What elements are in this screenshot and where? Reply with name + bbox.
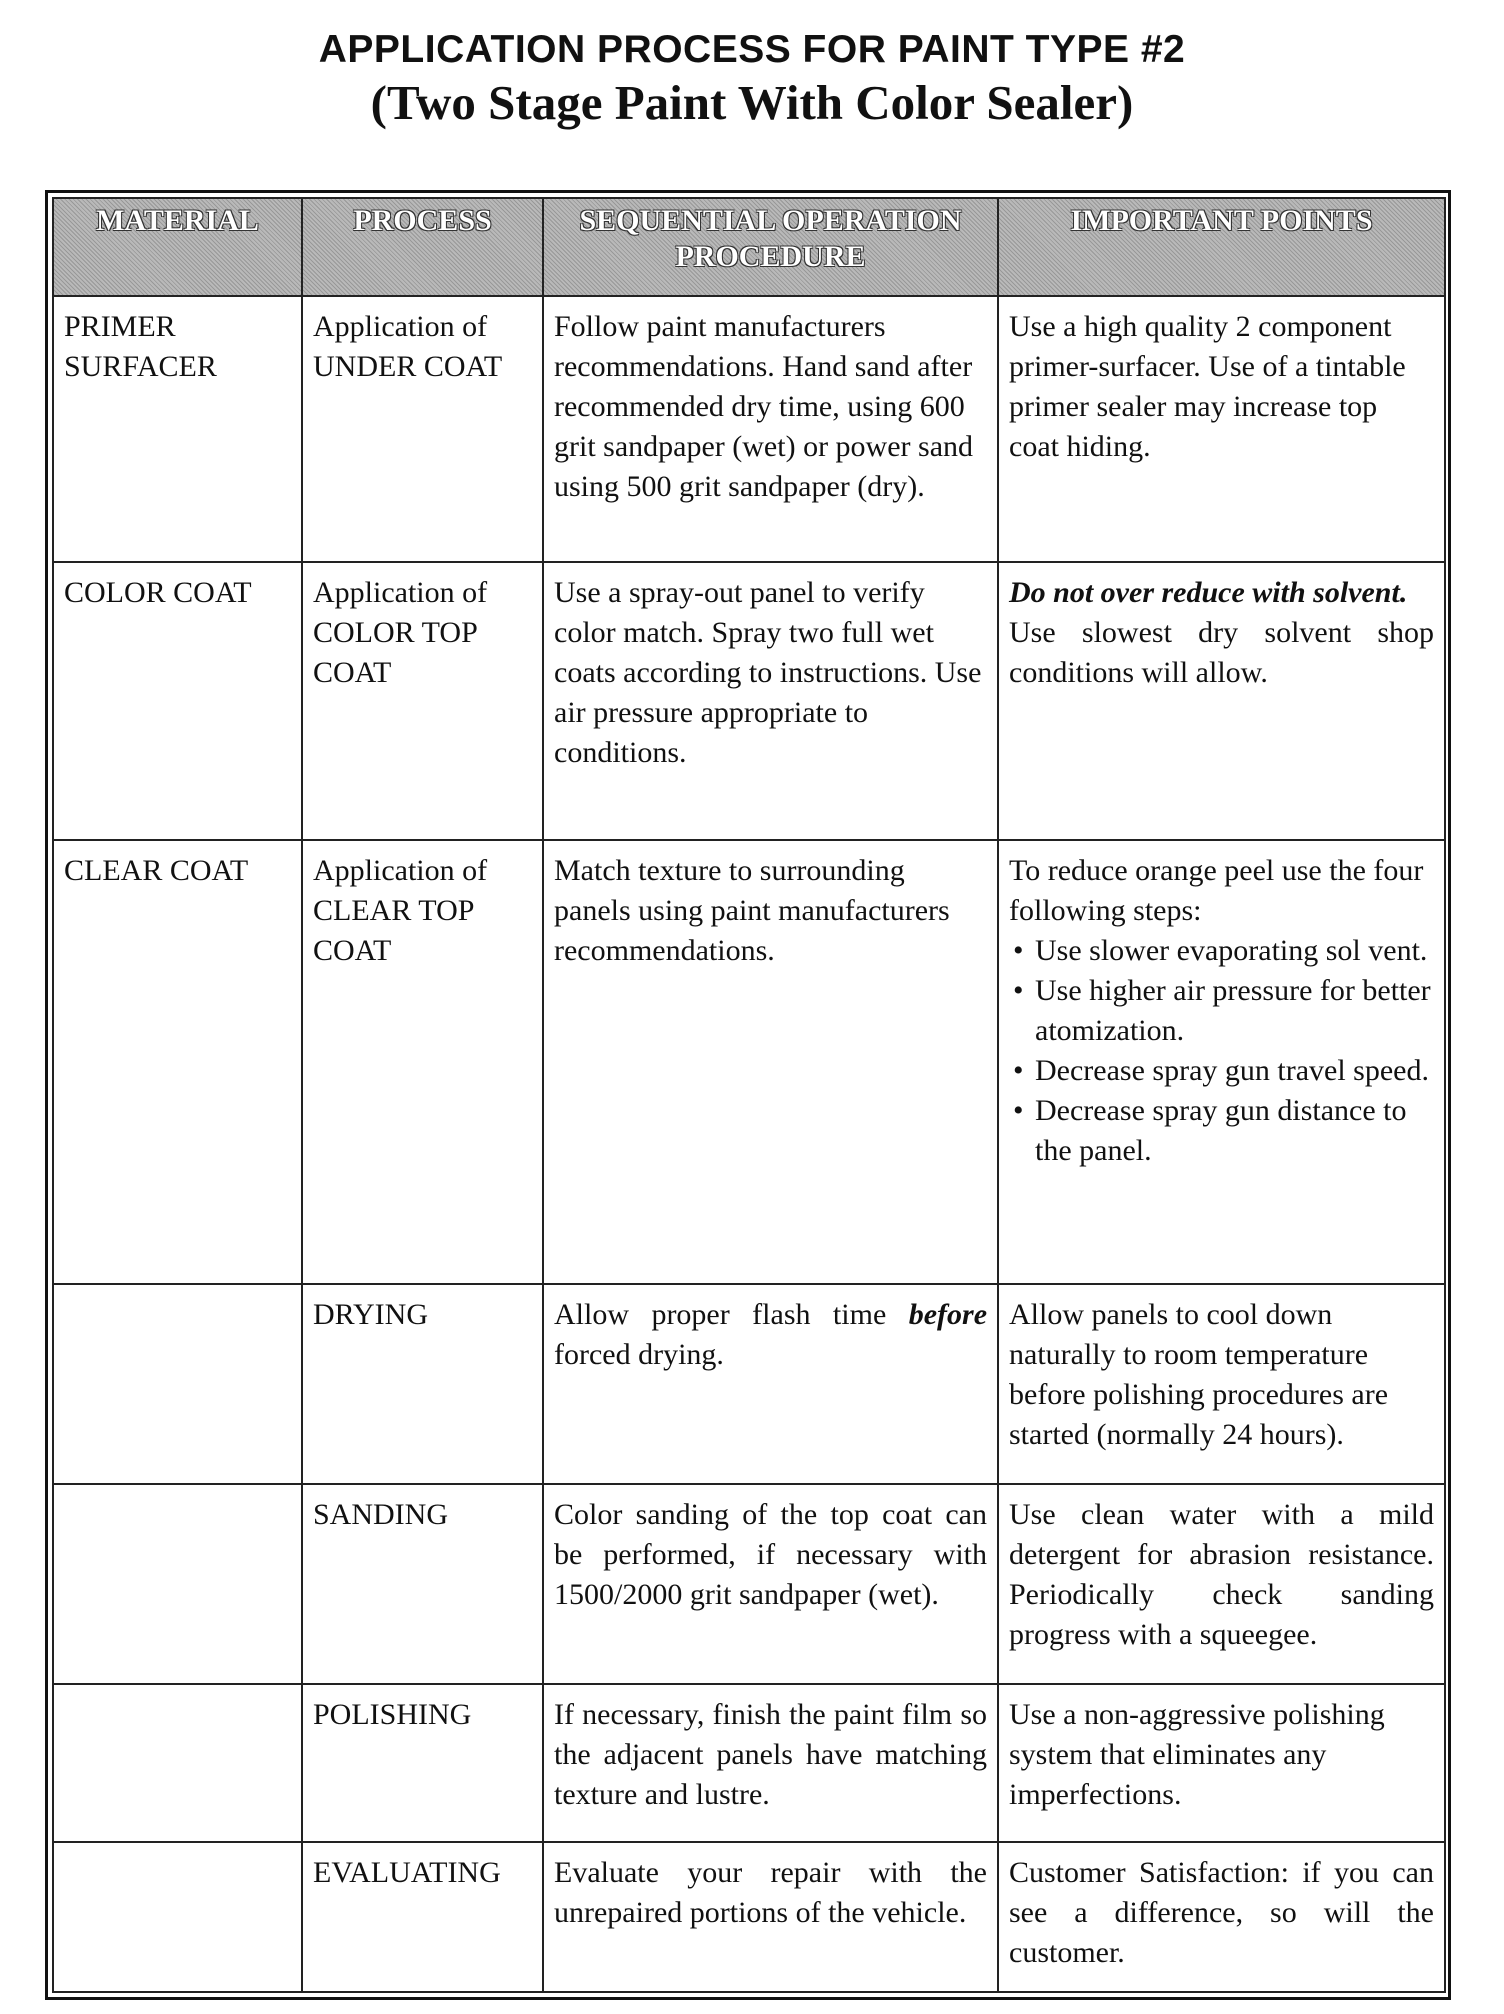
header-important-points: IMPORTANT POINTS [998,198,1445,296]
points-emphasis: Do not over reduce with solvent. [1009,576,1408,609]
header-material: MATERIAL [53,198,302,296]
list-item: • Use slower evaporating sol vent. [1009,931,1434,971]
cell-important-points: Use a non-aggressive polishing system that eliminates any imperfections. [998,1684,1445,1842]
cell-process: Application of CLEAR TOP COAT [302,840,543,1284]
procedure-table [52,197,1446,1993]
cell-process: Application of UNDER COAT [302,296,543,562]
points-text: Use slowest dry solvent shop conditions will allow. [1009,616,1434,689]
table-row [53,296,1445,562]
cell-material-empty [53,1684,302,1842]
cell-process: SANDING [302,1484,543,1684]
table-row [53,1684,1445,1842]
page-subtitle: (Two Stage Paint With Color Sealer) [370,75,1134,130]
cell-important-points [998,840,1445,1284]
cell-material-empty [53,1484,302,1684]
cell-material-empty [53,1842,302,1992]
procedure-emphasis: before [908,1298,988,1331]
cell-process: EVALUATING [302,1842,543,1992]
header-process: PROCESS [302,198,543,296]
cell-procedure: Follow paint manufacturers recommendations. Hand sand after recommended dry time, using 600 grit sandpaper (wet) or power sand using 500 grit sandpaper (dry). [543,296,998,562]
cell-material-empty [53,1284,302,1484]
cell-important-points: Use clean water with a mild detergent for abrasion resistance. Periodically check sanding progress with a squeegee. [998,1484,1445,1684]
cell-procedure: Evaluate your repair with the unrepaired portions of the vehicle. [543,1842,998,1992]
cell-process: POLISHING [302,1684,543,1842]
header-procedure: SEQUENTIAL OPERATION PROCEDURE [543,198,998,296]
cell-important-points: Allow panels to cool down naturally to room temperature before polishing procedures are started (normally 24 hours). [998,1284,1445,1484]
list-item: • Decrease spray gun travel speed. [1009,1051,1434,1091]
table-row [53,1284,1445,1484]
cell-material: CLEAR COAT [53,840,302,1284]
points-intro: To reduce orange peel use the four following steps: [1009,854,1424,927]
table-row [53,1842,1445,1992]
cell-procedure: Use a spray-out panel to verify color match. Spray two full wet coats according to instructions. Use air pressure appropriate to conditions. [543,562,998,840]
cell-process: Application of COLOR TOP COAT [302,562,543,840]
cell-procedure: Match texture to surrounding panels using paint manufacturers recommendations. [543,840,998,1284]
cell-important-points: Use a high quality 2 component primer-surfacer. Use of a tintable primer sealer may increase top coat hiding. [998,296,1445,562]
cell-procedure: Color sanding of the top coat can be performed, if necessary with 1500/2000 grit sandpaper (wet). [543,1484,998,1684]
procedure-text: forced drying. [554,1338,724,1371]
table-row [53,1484,1445,1684]
table-header-row [53,198,1445,296]
table-row [53,562,1445,840]
table-row [53,840,1445,1284]
cell-important-points: Customer Satisfaction: if you can see a difference, so will the customer. [998,1842,1445,1992]
procedure-text: Allow proper flash time [554,1298,887,1331]
page-title: APPLICATION PROCESS FOR PAINT TYPE #2 [318,28,1186,71]
list-item: • Use higher air pressure for better atomization. [1009,971,1434,1051]
cell-important-points [998,562,1445,840]
cell-material: COLOR COAT [53,562,302,840]
cell-material: PRIMER SURFACER [53,296,302,562]
procedure-table-frame [45,190,1451,2000]
cell-procedure [543,1284,998,1484]
orange-peel-steps-list [1009,931,1434,1171]
cell-procedure: If necessary, finish the paint film so the adjacent panels have matching texture and lustre. [543,1684,998,1842]
list-item: • Decrease spray gun distance to the panel. [1009,1091,1434,1171]
cell-process: DRYING [302,1284,543,1484]
